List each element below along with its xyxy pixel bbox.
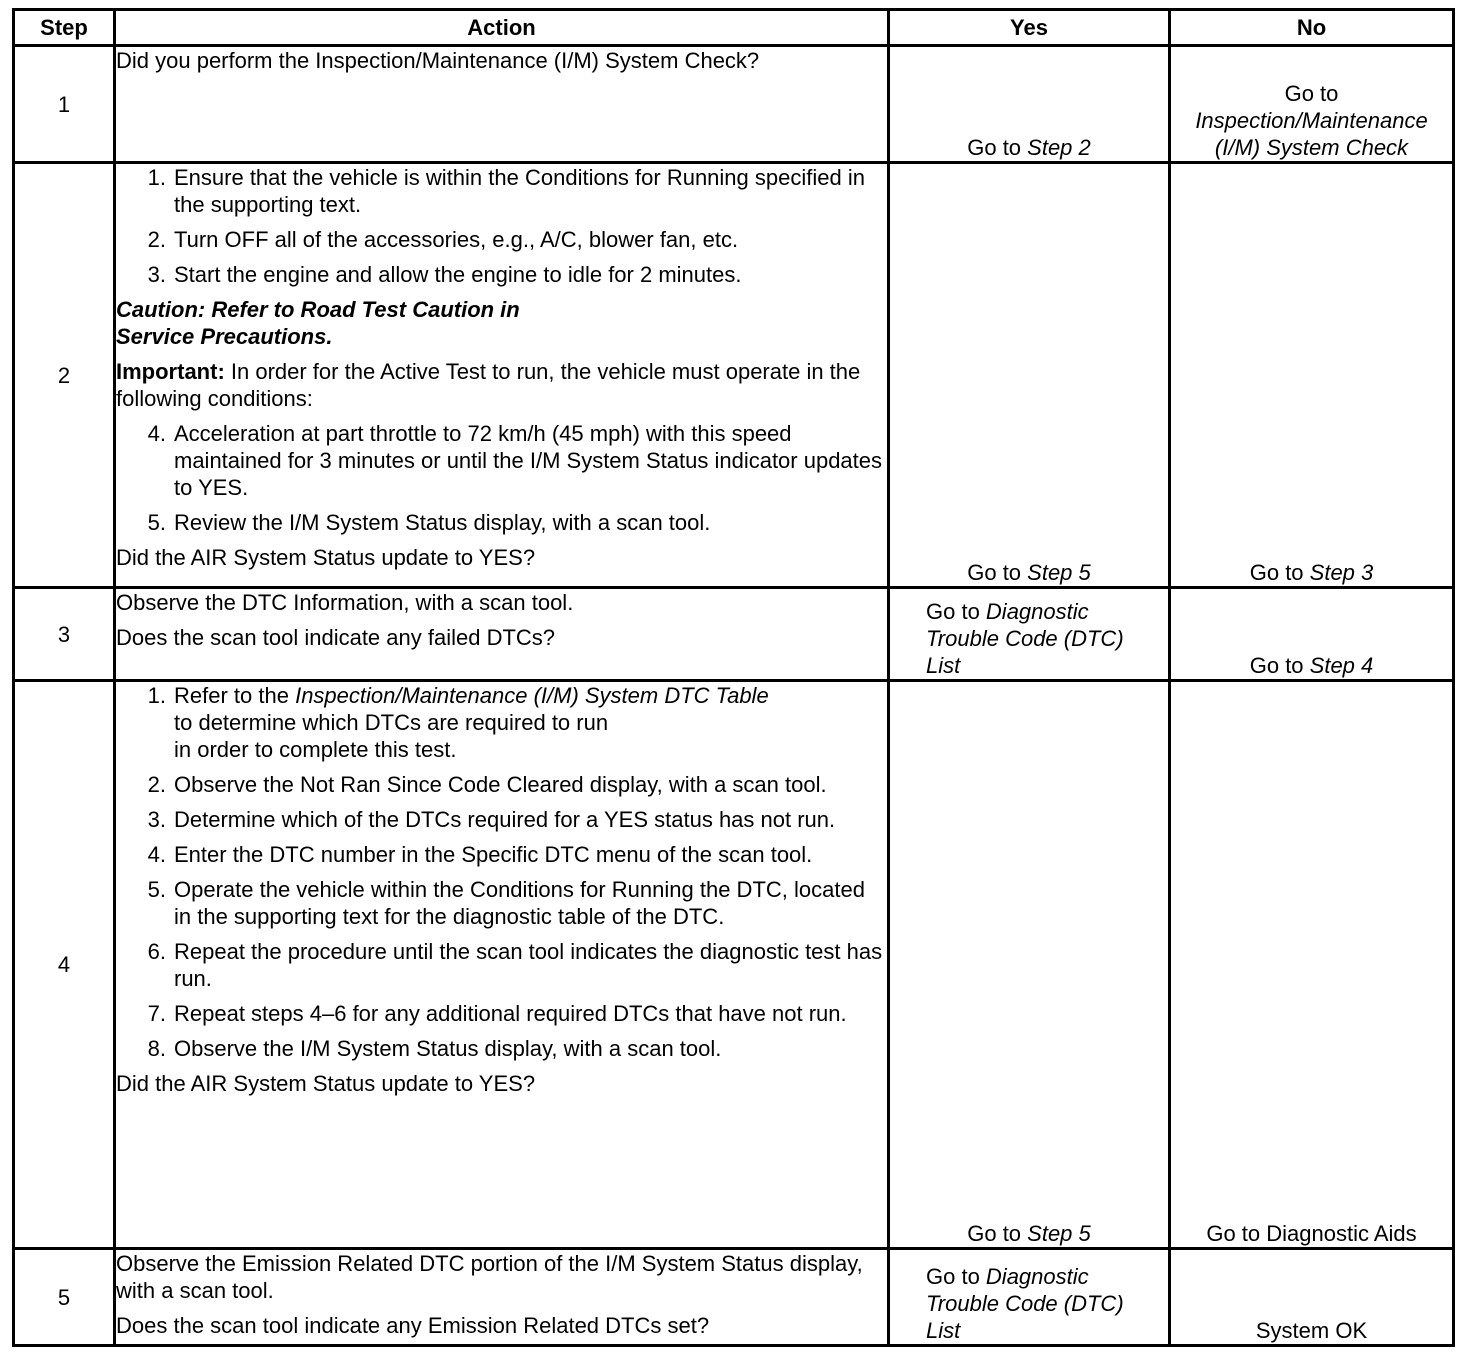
caution-line: Caution: Refer to Road Test Caution in xyxy=(116,297,520,322)
diagnostic-table xyxy=(12,8,1455,1347)
table-row xyxy=(14,163,1454,588)
item-number: 2. xyxy=(147,772,166,797)
header-no: No xyxy=(1170,10,1454,46)
action-line: Observe the Emission Related DTC portion of the I/M System Status display, with a scan tool. xyxy=(116,1251,863,1303)
list-item xyxy=(116,771,887,798)
list-item xyxy=(116,226,887,253)
no-prefix: Go to xyxy=(1249,653,1310,678)
yes-cell xyxy=(889,46,1170,163)
item-number: 6. xyxy=(147,939,166,964)
caution-note xyxy=(116,296,887,350)
yes-cell xyxy=(889,681,1170,1249)
yes-prefix: Go to xyxy=(967,1221,1028,1246)
header-step: Step xyxy=(14,10,115,46)
action-question: Did the AIR System Status update to YES? xyxy=(116,1071,536,1096)
list-item xyxy=(116,841,887,868)
item-number: 3. xyxy=(147,807,166,832)
yes-line xyxy=(926,625,1168,652)
yes-step-link[interactable]: Step 5 xyxy=(1027,1221,1091,1246)
no-prefix: Go to xyxy=(1249,560,1310,585)
action-question: Does the scan tool indicate any Emission Related DTCs set? xyxy=(116,1313,710,1338)
no-cell xyxy=(1170,46,1454,163)
yes-step-link[interactable]: Step 2 xyxy=(1027,135,1091,160)
no-step-link[interactable]: Step 4 xyxy=(1309,653,1374,678)
action-question: Does the scan tool indicate any failed DTCs? xyxy=(116,625,556,650)
table-row xyxy=(14,681,1454,1249)
header-action: Action xyxy=(115,10,889,46)
yes-line xyxy=(926,598,1168,625)
item-text: Operate the vehicle within the Conditions for Running the DTC, located in the supporting text for the diagnostic table of the DTC. xyxy=(174,877,865,929)
yes-dtc-link[interactable]: Diagnostic xyxy=(985,599,1089,624)
list-item xyxy=(116,1035,887,1062)
item-text-line: in order to complete this test. xyxy=(174,737,457,762)
header-row xyxy=(14,10,1454,46)
no-result: System OK xyxy=(1255,1318,1368,1343)
item-number: 7. xyxy=(147,1001,166,1026)
item-number: 2. xyxy=(147,227,166,252)
item-text: Determine which of the DTCs required for a YES status has not run. xyxy=(174,807,836,832)
yes-cell xyxy=(889,588,1170,681)
item-number: 4. xyxy=(147,842,166,867)
item-text xyxy=(174,682,887,763)
item-text: Observe the I/M System Status display, with a scan tool. xyxy=(174,1036,722,1061)
yes-cell xyxy=(889,1249,1170,1346)
step-number: 4 xyxy=(14,681,115,1249)
item-text: Acceleration at part throttle to 72 km/h (45 mph) with this speed maintained for 3 minutes or until the I/M System Status indicator updates to YES. xyxy=(174,421,883,500)
step-number: 5 xyxy=(14,1249,115,1346)
item-text: Repeat steps 4–6 for any additional required DTCs that have not run. xyxy=(174,1001,847,1026)
list-item xyxy=(116,1000,887,1027)
item-number: 3. xyxy=(147,262,166,287)
item-text: Observe the Not Ran Since Code Cleared display, with a scan tool. xyxy=(174,772,827,797)
no-diagnostic-aids-link[interactable]: Go to Diagnostic Aids xyxy=(1206,1221,1417,1246)
yes-prefix: Go to xyxy=(967,560,1028,585)
table-row xyxy=(14,588,1454,681)
no-cell xyxy=(1170,163,1454,588)
item-text-prefix: Refer to the xyxy=(174,683,296,708)
item-number: 1. xyxy=(147,683,166,708)
important-label: Important: xyxy=(116,359,225,384)
step-number: 1 xyxy=(14,46,115,163)
no-cell xyxy=(1170,588,1454,681)
item-text: Enter the DTC number in the Specific DTC menu of the scan tool. xyxy=(174,842,813,867)
item-text: Turn OFF all of the accessories, e.g., A/C, blower fan, etc. xyxy=(174,227,739,252)
caution-line: Service Precautions. xyxy=(116,324,333,349)
yes-prefix: Go to xyxy=(967,135,1028,160)
action-list xyxy=(116,682,887,1062)
list-item xyxy=(116,682,887,763)
list-item xyxy=(116,806,887,833)
yes-prefix: Go to xyxy=(926,1264,986,1289)
action-question: Did you perform the Inspection/Maintenance (I/M) System Check? xyxy=(116,48,760,73)
list-item xyxy=(116,876,887,930)
header-yes: Yes xyxy=(889,10,1170,46)
yes-dtc-link[interactable]: List xyxy=(926,1318,961,1343)
action-cell xyxy=(115,681,889,1249)
table-row xyxy=(14,1249,1454,1346)
yes-prefix: Go to xyxy=(926,599,986,624)
yes-dtc-link[interactable]: Trouble Code (DTC) xyxy=(926,1291,1124,1316)
action-cell xyxy=(115,1249,889,1346)
list-item xyxy=(116,509,887,536)
action-line: Observe the DTC Information, with a scan tool. xyxy=(116,590,574,615)
item-text: Repeat the procedure until the scan tool indicates the diagnostic test has run. xyxy=(174,939,883,991)
step-number: 2 xyxy=(14,163,115,588)
item-number: 4. xyxy=(147,421,166,446)
item-number: 8. xyxy=(147,1036,166,1061)
item-number: 1. xyxy=(147,165,166,190)
yes-line xyxy=(926,1263,1168,1290)
item-number: 5. xyxy=(147,510,166,535)
item-text: Ensure that the vehicle is within the Conditions for Running specified in the supporting text. xyxy=(174,165,865,217)
important-text: In order for the Active Test to run, the vehicle must operate in the following conditions: xyxy=(116,359,861,411)
step-number: 3 xyxy=(14,588,115,681)
list-item xyxy=(116,164,887,218)
yes-cell xyxy=(889,163,1170,588)
yes-line xyxy=(926,1290,1168,1317)
item-text-line: to determine which DTCs are required to run xyxy=(174,710,609,735)
dtc-table-link[interactable]: Inspection/Maintenance (I/M) System DTC Table xyxy=(295,683,769,708)
important-note xyxy=(116,358,887,412)
item-text: Start the engine and allow the engine to idle for 2 minutes. xyxy=(174,262,742,287)
no-prefix: Go to xyxy=(1284,81,1339,106)
yes-dtc-link[interactable]: Trouble Code (DTC) xyxy=(926,626,1124,651)
action-cell xyxy=(115,588,889,681)
list-item xyxy=(116,938,887,992)
yes-dtc-link[interactable]: List xyxy=(926,653,961,678)
no-step-link[interactable]: Step 3 xyxy=(1309,560,1374,585)
no-cell xyxy=(1170,1249,1454,1346)
yes-line xyxy=(926,652,1168,679)
action-list xyxy=(116,420,887,536)
list-item xyxy=(116,420,887,501)
action-cell xyxy=(115,163,889,588)
action-question: Did the AIR System Status update to YES? xyxy=(116,545,536,570)
action-list xyxy=(116,164,887,288)
yes-line xyxy=(926,1317,1168,1344)
yes-dtc-link[interactable]: Diagnostic xyxy=(985,1264,1089,1289)
item-text: Review the I/M System Status display, with a scan tool. xyxy=(174,510,711,535)
no-im-check-link[interactable]: Inspection/Maintenance (I/M) System Check xyxy=(1195,108,1428,160)
table-row xyxy=(14,46,1454,163)
yes-step-link[interactable]: Step 5 xyxy=(1027,560,1091,585)
item-number: 5. xyxy=(147,877,166,902)
no-cell xyxy=(1170,681,1454,1249)
action-cell xyxy=(115,46,889,163)
list-item xyxy=(116,261,887,288)
